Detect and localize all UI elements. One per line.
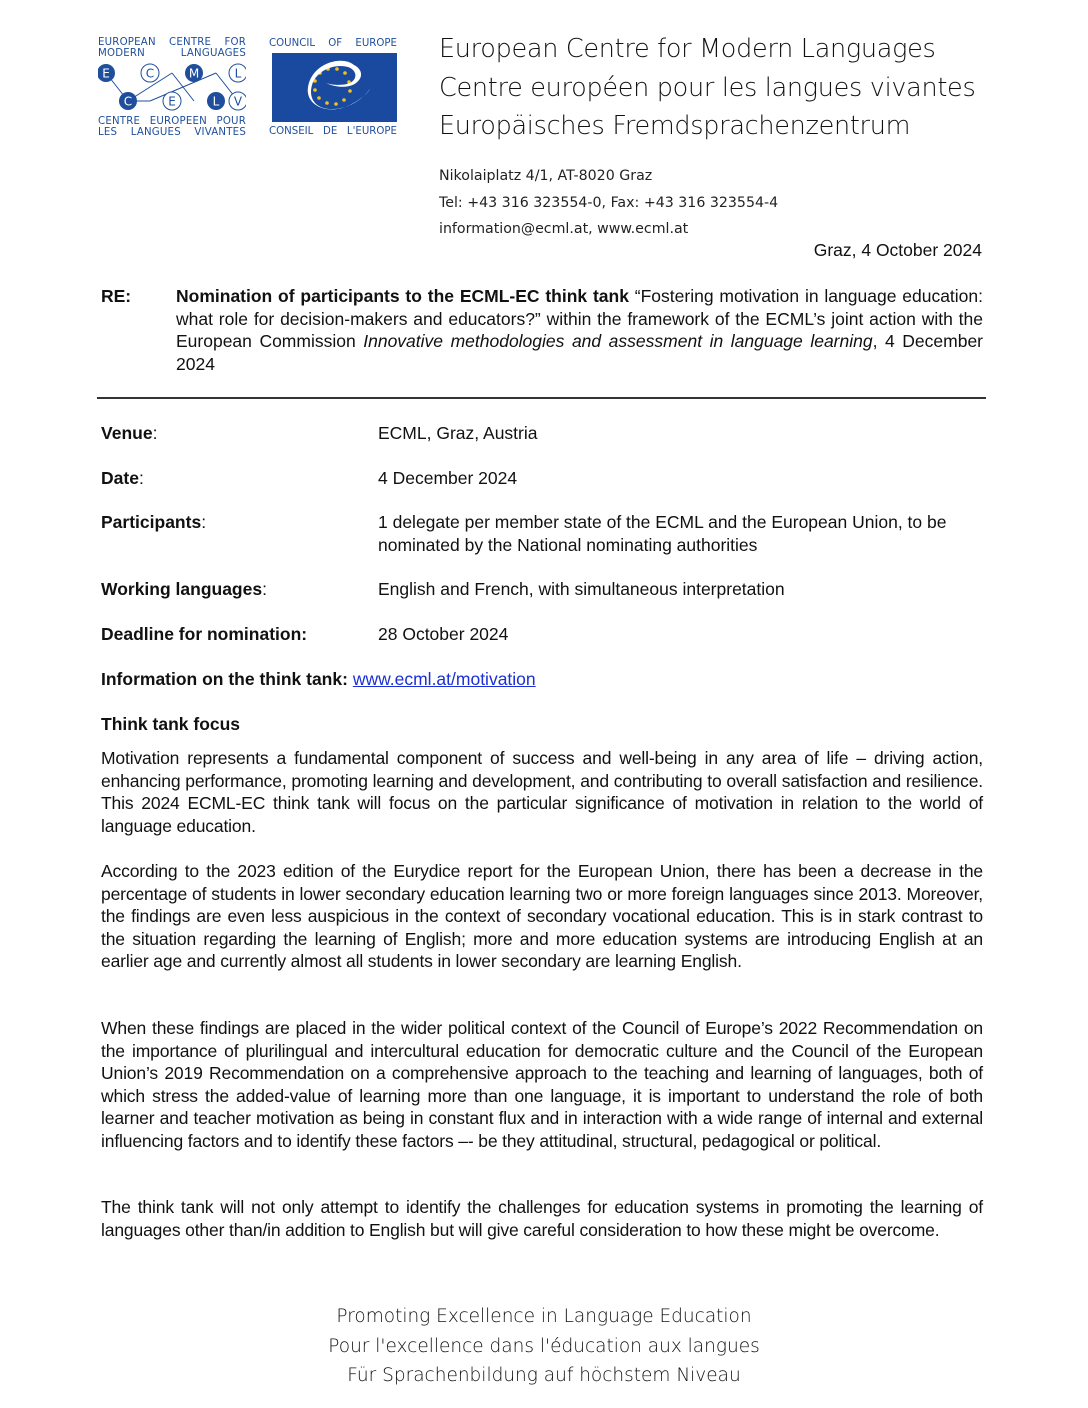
paragraph-3: When these findings are placed in the wider political context of the Council of Europe’s 2022 Recommendation on the importance of plurilingual and intercultural education for democratic culture and the Council of the European Union’s 2019 Recommendation on a comprehensive approach to the teaching and learning of languages, both of which stress the added-value of learning more than one language, it is important to understand the role of both learner and teacher motivation as being in constant flux and in interaction with a wide range of internal and external influencing factors and to identify these factors –- be they attitudinal, structural, pedagogical or political.	[101, 1018, 983, 1151]
info-line	[101, 668, 536, 691]
detail-value: 4 December 2024	[378, 467, 518, 488]
caption-word: CENTRE	[98, 116, 141, 127]
detail-value: ECML, Graz, Austria	[378, 423, 538, 443]
svg-text:L: L	[212, 94, 220, 109]
detail-label	[101, 578, 378, 601]
slogan-en: Promoting Excellence in Language Education	[336, 1306, 752, 1327]
caption-word: MODERN	[98, 47, 145, 59]
detail-row-venue	[101, 422, 983, 445]
coe-top-caption	[269, 38, 397, 49]
event-details	[101, 422, 983, 667]
detail-value: English and French, with simultaneous interpretation	[378, 579, 785, 599]
caption-word: VIVANTES	[194, 126, 246, 138]
caption-word: FOR	[224, 37, 246, 48]
svg-text:C: C	[145, 66, 155, 81]
org-name-en: European Centre for Modern Languages	[439, 34, 936, 64]
letter-date: Graz, 4 October 2024	[813, 240, 982, 260]
paragraph-1: Motivation represents a fundamental component of success and well-being in any area of life – driving action, enhancing performance, promoting learning and development, and contributing to overall satisfaction and resilience. This 2024 ECML-EC think tank will focus on the particular significance of motivation in relation to the world of language education.	[101, 748, 983, 836]
detail-label-suffix: :	[152, 423, 158, 443]
subject-text	[176, 285, 983, 375]
info-label: Information on the think tank:	[101, 669, 348, 689]
detail-label-text: Venue	[101, 423, 153, 443]
caption-word: POUR	[216, 116, 246, 127]
horizontal-divider	[97, 397, 986, 399]
slogan-fr: Pour l'excellence dans l'éducation aux langues	[328, 1335, 760, 1357]
detail-label-text: Participants	[101, 512, 202, 532]
slogan-de: Für Sprachenbildung auf höchstem Niveau	[347, 1365, 741, 1386]
caption-word: COUNCIL	[269, 38, 316, 49]
caption-word: DE	[322, 126, 338, 137]
paragraph-4: The think tank will not only attempt to identify the challenges for education systems in promoting the learning of languages other than/in addition to English but will give careful consideration to how these might be overcome.	[101, 1197, 983, 1240]
caption-word: LES	[98, 126, 118, 138]
svg-text:L: L	[234, 66, 242, 81]
caption-word: LANGUES	[130, 126, 181, 138]
detail-row-working-languages	[101, 578, 983, 601]
subject-label: RE:	[101, 286, 132, 306]
caption-word: LANGUAGES	[180, 47, 246, 59]
org-name-de: Europäisches Fremdsprachenzentrum	[439, 111, 911, 141]
paragraph-2: According to the 2023 edition of the Eurydice report for the European Union, there has been a decrease in the percentage of students in lower secondary education learning two or more foreign languages since 2013. Moreover, the findings are even less auspicious in the context of secondary vocational education. This is in stark contrast to the situation regarding the learning of English; more and more education systems are introducing English at an earlier age and currently almost all students in lower secondary are learning English.	[101, 861, 983, 971]
detail-row-participants	[101, 511, 983, 556]
svg-text:E: E	[102, 66, 110, 81]
svg-text:V: V	[233, 94, 243, 109]
detail-label-text: Working languages	[101, 579, 263, 599]
section-heading: Think tank focus	[101, 714, 241, 734]
council-of-europe-logo	[269, 38, 399, 140]
detail-label	[101, 467, 378, 490]
caption-word: EUROPEEN	[149, 116, 207, 127]
detail-value: 1 delegate per member state of the ECML and the European Union, to be nominated by the National nominating authorities	[378, 512, 947, 555]
caption-word: CENTRE	[169, 37, 212, 48]
detail-label-suffix: :	[201, 512, 207, 532]
detail-label-text: Date	[101, 467, 139, 488]
motivation-link[interactable]: www.ecml.at/motivation	[352, 669, 536, 689]
detail-label	[101, 623, 378, 646]
subject-date: , 4 December 2024	[176, 331, 983, 374]
svg-text:M: M	[188, 66, 200, 81]
subject-title: Nomination of participants to the ECML-EC think tank	[176, 286, 629, 306]
subject-block	[101, 285, 983, 375]
detail-label-suffix: :	[138, 467, 144, 488]
svg-text:C: C	[123, 94, 133, 109]
subject-italic: Innovative methodologies and assessment in language learning	[363, 331, 873, 351]
detail-value: 28 October 2024	[378, 623, 509, 644]
footer-slogans	[0, 1302, 1088, 1391]
ecml-logo-bottom-caption	[98, 117, 246, 138]
detail-row-date	[101, 467, 983, 490]
organisation-names	[439, 30, 975, 146]
caption-word: EUROPEAN	[98, 37, 156, 48]
caption-word: L'EUROPE	[346, 126, 397, 137]
caption-word: OF	[328, 38, 343, 49]
detail-label	[101, 511, 378, 556]
contact-block	[439, 163, 778, 243]
coe-bottom-caption	[269, 126, 397, 137]
coe-flag-icon	[272, 53, 397, 122]
detail-label	[101, 422, 378, 445]
address: Nikolaiplatz 4/1, AT-8020 Graz	[439, 168, 653, 184]
phone-fax: Tel: +43 316 323554-0, Fax: +43 316 323554-4	[439, 194, 779, 211]
svg-text:E: E	[168, 94, 176, 109]
caption-word: EUROPE	[355, 38, 397, 49]
subject-text-part: “Fostering motivation in language education: what role for decision-makers and educators?” within the framework of the ECML’s joint action with the European Commission	[176, 286, 983, 351]
detail-label-text: Deadline for nomination:	[101, 623, 308, 644]
detail-label-suffix: :	[262, 579, 267, 599]
ecml-logo-top-caption	[98, 38, 246, 59]
detail-row-deadline	[101, 623, 983, 646]
ecml-circles-graphic	[98, 58, 246, 116]
caption-word: CONSEIL	[269, 126, 314, 137]
email-web: information@ecml.at, www.ecml.at	[439, 221, 689, 237]
org-name-fr: Centre européen pour les langues vivantes	[439, 72, 976, 103]
ecml-logo	[98, 38, 246, 138]
